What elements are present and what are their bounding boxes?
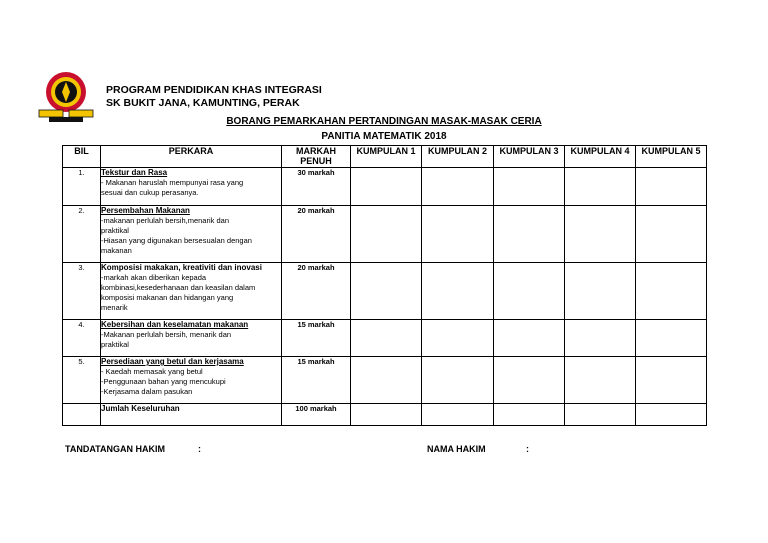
- form-title: BORANG PEMARKAHAN PERTANDINGAN MASAK-MASAK CERIA: [226, 116, 542, 127]
- header-kumpulan-5: KUMPULAN 5: [636, 146, 707, 168]
- row-criterion: Tekstur dan Rasa: [101, 168, 168, 177]
- score-cell[interactable]: [351, 206, 422, 263]
- header-markah: MARKAH PENUH: [282, 146, 351, 168]
- score-cell[interactable]: [565, 357, 636, 404]
- score-cell[interactable]: [351, 320, 422, 357]
- header-bil: BIL: [63, 146, 101, 168]
- row-bil: 5.: [63, 357, 101, 404]
- table-row: [63, 168, 707, 206]
- score-cell[interactable]: [422, 206, 494, 263]
- score-cell[interactable]: [494, 263, 565, 320]
- footer-judge-signature-label: TANDATANGAN HAKIM: [65, 444, 165, 454]
- score-cell[interactable]: [351, 404, 422, 426]
- row-criterion: Kebersihan dan keselamatan makanan: [101, 320, 249, 329]
- header-kumpulan-2: KUMPULAN 2: [422, 146, 494, 168]
- row-criterion: Komposisi makakan, kreativiti dan inovasi: [101, 263, 262, 272]
- row-bil: 2.: [63, 206, 101, 263]
- score-cell[interactable]: [422, 168, 494, 206]
- score-cell[interactable]: [351, 168, 422, 206]
- table-row: [63, 206, 707, 263]
- form-subtitle: PANITIA MATEMATIK 2018: [321, 131, 447, 142]
- row-bil: [63, 404, 101, 426]
- header-kumpulan-1: KUMPULAN 1: [351, 146, 422, 168]
- score-cell[interactable]: [494, 206, 565, 263]
- school-header: [106, 84, 322, 110]
- row-bil: 4.: [63, 320, 101, 357]
- footer-colon: :: [526, 444, 529, 454]
- row-criterion: Persembahan Makanan: [101, 206, 190, 215]
- score-cell[interactable]: [565, 263, 636, 320]
- table-header-row: [63, 146, 707, 168]
- row-total-label: Jumlah Keseluruhan: [101, 404, 180, 413]
- score-cell[interactable]: [422, 357, 494, 404]
- row-description: -Makanan perlulah bersih, menarik dan praktikal: [101, 330, 232, 349]
- school-program-name: PROGRAM PENDIDIKAN KHAS INTEGRASI: [106, 84, 322, 96]
- row-bil: 3.: [63, 263, 101, 320]
- score-cell[interactable]: [636, 206, 707, 263]
- row-criterion: Persediaan yang betul dan kerjasama: [101, 357, 244, 366]
- row-perkara: [101, 320, 282, 357]
- row-markah-total: 100 markah: [282, 404, 351, 426]
- footer-judge-name-label: NAMA HAKIM: [427, 444, 486, 454]
- table-row-total: [63, 404, 707, 426]
- score-cell[interactable]: [494, 357, 565, 404]
- table-row: [63, 320, 707, 357]
- score-cell[interactable]: [636, 404, 707, 426]
- row-description: - Makanan haruslah mempunyai rasa yang sesuai dan cukup perasanya.: [101, 178, 244, 197]
- score-cell[interactable]: [422, 263, 494, 320]
- footer-colon: :: [198, 444, 201, 454]
- row-description: -makanan perlulah bersih,menarik dan praktikal -Hiasan yang digunakan bersesualan dengan makanan: [101, 216, 252, 255]
- row-perkara: [101, 357, 282, 404]
- score-cell[interactable]: [422, 320, 494, 357]
- table-row: [63, 263, 707, 320]
- row-perkara: [101, 168, 282, 206]
- score-cell[interactable]: [636, 320, 707, 357]
- score-cell[interactable]: [636, 168, 707, 206]
- score-cell[interactable]: [494, 404, 565, 426]
- header-kumpulan-3: KUMPULAN 3: [494, 146, 565, 168]
- row-description: -markah akan diberikan kepada kombinasi,kesederhanaan dan keasilan dalam komposisi makanan dan hidangan yang menarik: [101, 273, 256, 312]
- row-markah: 15 markah: [282, 320, 351, 357]
- school-name: SK BUKIT JANA, KAMUNTING, PERAK: [106, 97, 300, 109]
- score-cell[interactable]: [494, 168, 565, 206]
- score-table: [62, 145, 707, 426]
- row-description: - Kaedah memasak yang betul -Penggunaan bahan yang mencukupi -Kerjasama dalam pasukan: [101, 367, 226, 396]
- row-perkara: [101, 263, 282, 320]
- table-row: [63, 357, 707, 404]
- score-cell[interactable]: [422, 404, 494, 426]
- score-cell[interactable]: [565, 320, 636, 357]
- row-markah: 30 markah: [282, 168, 351, 206]
- score-cell[interactable]: [565, 404, 636, 426]
- row-perkara: [101, 206, 282, 263]
- score-cell[interactable]: [351, 357, 422, 404]
- header-kumpulan-4: KUMPULAN 4: [565, 146, 636, 168]
- score-cell[interactable]: [494, 320, 565, 357]
- row-markah: 20 markah: [282, 263, 351, 320]
- row-markah: 15 markah: [282, 357, 351, 404]
- row-markah: 20 markah: [282, 206, 351, 263]
- score-cell[interactable]: [565, 206, 636, 263]
- row-bil: 1.: [63, 168, 101, 206]
- header-perkara: PERKARA: [101, 146, 282, 168]
- score-cell[interactable]: [636, 263, 707, 320]
- score-cell[interactable]: [565, 168, 636, 206]
- row-perkara: [101, 404, 282, 426]
- score-cell[interactable]: [636, 357, 707, 404]
- score-cell[interactable]: [351, 263, 422, 320]
- school-logo-icon: [35, 70, 97, 122]
